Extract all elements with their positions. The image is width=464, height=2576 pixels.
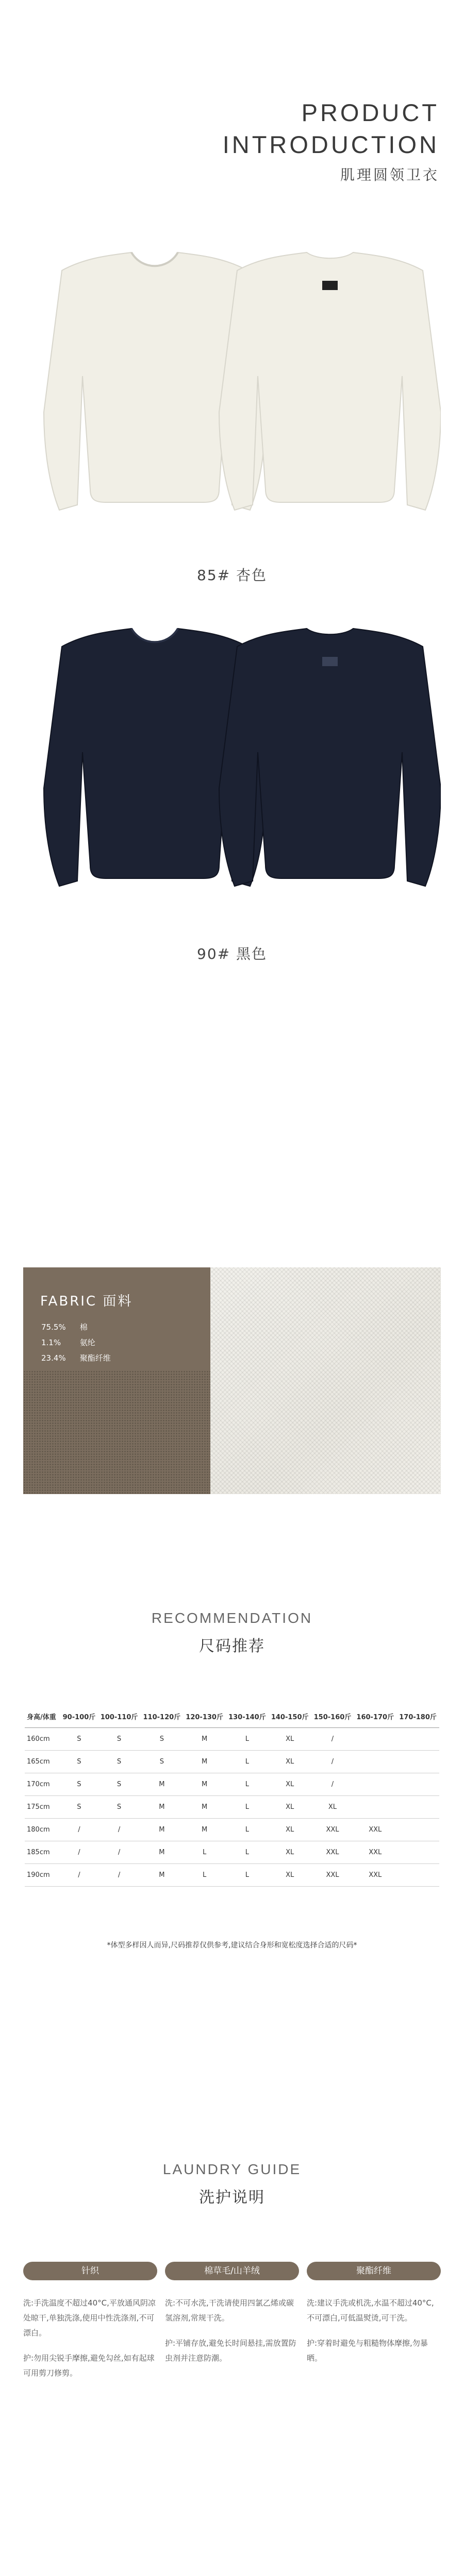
size-cell <box>354 1728 396 1751</box>
table-row <box>25 1864 439 1887</box>
size-col-header: 100-110斤 <box>98 1705 141 1728</box>
size-cell: S <box>60 1751 97 1773</box>
size-cell: XL <box>269 1751 311 1773</box>
laundry-card-title: 聚酯纤维 <box>307 2262 441 2280</box>
height-cell: 175cm <box>25 1796 60 1819</box>
fabric-title: FABRIC 面料 <box>40 1294 133 1309</box>
size-cell: XXL <box>311 1841 354 1864</box>
size-cell: S <box>60 1773 97 1796</box>
size-cell: S <box>98 1751 141 1773</box>
laundry-card-body <box>307 2296 441 2366</box>
cream-back-photo <box>219 252 441 510</box>
size-cell: XXL <box>354 1864 396 1887</box>
laundry-card-text: 护:穿着时避免与粗糙物体摩擦,勿暴晒。 <box>307 2338 428 2363</box>
size-cell <box>354 1773 396 1796</box>
fabric-row <box>41 1337 95 1348</box>
size-cell <box>354 1751 396 1773</box>
color-caption-cream: 85# 杏色 <box>197 567 267 584</box>
size-cell: XL <box>269 1841 311 1864</box>
laundry-card-text: 洗:不可水洗,干洗请使用四氯乙烯或碳氢溶剂,常规干洗。 <box>165 2298 294 2323</box>
size-table-body <box>25 1728 439 1887</box>
size-cell: L <box>183 1841 226 1864</box>
table-row <box>25 1751 439 1773</box>
size-cell: S <box>98 1728 141 1751</box>
fabric-row <box>41 1321 88 1332</box>
height-cell: 180cm <box>25 1819 60 1841</box>
recommendation-title-cn: 尺码推荐 <box>199 1637 265 1655</box>
size-cell: L <box>226 1819 269 1841</box>
color-caption-black: 90# 黑色 <box>197 945 267 962</box>
fabric-pct: 75.5% <box>41 1323 66 1332</box>
size-cell: M <box>140 1773 183 1796</box>
size-cell: XXL <box>311 1819 354 1841</box>
header-title-line2: INTRODUCTION <box>222 131 439 158</box>
size-cell: XXL <box>354 1819 396 1841</box>
fabric-name: 氨纶 <box>79 1338 95 1347</box>
laundry-card-text: 护:平铺存放,避免长时间悬挂,需放置防虫剂并注意防潮。 <box>165 2338 296 2363</box>
size-cell: XL <box>269 1796 311 1819</box>
laundry-title-en: LAUNDRY GUIDE <box>162 2161 302 2177</box>
height-cell: 160cm <box>25 1728 60 1751</box>
size-cell: M <box>140 1819 183 1841</box>
fabric-closeup-photo <box>210 1267 441 1494</box>
black-back-photo <box>219 629 441 886</box>
size-cell: S <box>60 1796 97 1819</box>
size-cell: L <box>226 1841 269 1864</box>
size-table <box>25 1705 439 1887</box>
size-cell: M <box>183 1773 226 1796</box>
size-cell: / <box>60 1841 97 1864</box>
fabric-pct: 23.4% <box>41 1353 66 1363</box>
laundry-card-text: 洗:手洗温度不超过40°C,平放通风阴凉处晾干,单独洗涤,使用中性洗涤剂,不可漂白。 <box>23 2298 156 2337</box>
size-cell: / <box>98 1864 141 1887</box>
size-cell: XL <box>311 1796 354 1819</box>
header-title <box>223 97 439 161</box>
size-cell: S <box>140 1751 183 1773</box>
size-cell: XL <box>269 1819 311 1841</box>
size-cell: M <box>183 1796 226 1819</box>
size-cell: S <box>60 1728 97 1751</box>
size-col-header: 110-120斤 <box>140 1705 183 1728</box>
table-row <box>25 1819 439 1841</box>
size-cell: / <box>311 1773 354 1796</box>
fabric-texture-dark <box>23 1370 210 1494</box>
size-cell <box>396 1773 439 1796</box>
size-cell: S <box>98 1773 141 1796</box>
back-label-patch <box>322 281 338 290</box>
size-cell: L <box>226 1796 269 1819</box>
size-cell: S <box>140 1728 183 1751</box>
table-row <box>25 1773 439 1796</box>
size-cell: L <box>226 1864 269 1887</box>
size-cell <box>396 1796 439 1819</box>
fabric-row <box>41 1352 111 1363</box>
laundry-card <box>307 2262 441 2376</box>
size-cell: M <box>183 1819 226 1841</box>
size-col-header: 120-130斤 <box>183 1705 226 1728</box>
fabric-name: 聚酯纤维 <box>79 1353 111 1363</box>
size-col-header: 身高/体重 <box>25 1705 60 1728</box>
size-cell: / <box>311 1728 354 1751</box>
laundry-card-text: 护:勿用尖锐手摩擦,避免勾丝,如有起球可用剪刀修剪。 <box>23 2353 155 2378</box>
height-cell: 170cm <box>25 1773 60 1796</box>
laundry-card-title: 棉草毛/山羊绒 <box>165 2262 299 2280</box>
recommendation-title-en: RECOMMENDATION <box>151 1610 313 1626</box>
size-cell: L <box>183 1864 226 1887</box>
height-cell: 185cm <box>25 1841 60 1864</box>
size-cell <box>354 1796 396 1819</box>
black-photos <box>23 618 441 907</box>
size-cell: / <box>60 1819 97 1841</box>
size-note: *体型多样因人而异,尺码推荐仅供参考,建议结合身形和宽松度选择合适的尺码* <box>107 1941 357 1950</box>
height-cell: 165cm <box>25 1751 60 1773</box>
size-col-header: 150-160斤 <box>311 1705 354 1728</box>
size-cell: M <box>140 1864 183 1887</box>
size-cell: / <box>98 1841 141 1864</box>
table-row <box>25 1796 439 1819</box>
size-col-header: 140-150斤 <box>269 1705 311 1728</box>
laundry-card-body <box>165 2296 299 2366</box>
size-cell: / <box>311 1751 354 1773</box>
size-col-header: 160-170斤 <box>354 1705 396 1728</box>
height-cell: 190cm <box>25 1864 60 1887</box>
size-cell: XL <box>269 1728 311 1751</box>
table-row <box>25 1728 439 1751</box>
laundry-card <box>165 2262 299 2376</box>
laundry-card-body <box>23 2296 157 2381</box>
fabric-panel <box>23 1267 210 1494</box>
size-cell: L <box>226 1773 269 1796</box>
size-cell: XL <box>269 1773 311 1796</box>
table-row <box>25 1841 439 1864</box>
size-cell: / <box>98 1819 141 1841</box>
size-col-header: 170-180斤 <box>396 1705 439 1728</box>
size-cell: M <box>140 1841 183 1864</box>
size-cell: L <box>226 1728 269 1751</box>
laundry-card <box>23 2262 157 2391</box>
size-cell: XXL <box>311 1864 354 1887</box>
size-cell: M <box>183 1751 226 1773</box>
laundry-card-title: 针织 <box>23 2262 157 2280</box>
fabric-pct: 1.1% <box>41 1338 61 1347</box>
size-cell <box>396 1864 439 1887</box>
size-cell <box>396 1841 439 1864</box>
size-cell <box>396 1728 439 1751</box>
size-cell: XXL <box>354 1841 396 1864</box>
laundry-card-text: 洗:建议手洗或机洗,水温不超过40°C,不可漂白,可低温熨烫,可干洗。 <box>307 2298 434 2323</box>
fabric-texture <box>210 1267 441 1494</box>
header-subtitle: 肌理圆领卫衣 <box>340 166 439 183</box>
size-cell: XL <box>269 1864 311 1887</box>
size-cell: S <box>98 1796 141 1819</box>
size-col-header: 130-140斤 <box>226 1705 269 1728</box>
size-col-header: 90-100斤 <box>60 1705 97 1728</box>
back-label-patch-dark <box>322 657 338 666</box>
header-title-line1: PRODUCT <box>301 99 439 126</box>
fabric-name: 棉 <box>79 1323 88 1332</box>
size-cell: M <box>183 1728 226 1751</box>
laundry-title-cn: 洗护说明 <box>199 2189 265 2207</box>
cream-photos <box>23 242 441 531</box>
size-cell <box>396 1751 439 1773</box>
size-cell: M <box>140 1796 183 1819</box>
size-cell: L <box>226 1751 269 1773</box>
size-cell <box>396 1819 439 1841</box>
size-cell: / <box>60 1864 97 1887</box>
size-table-header <box>25 1705 439 1728</box>
